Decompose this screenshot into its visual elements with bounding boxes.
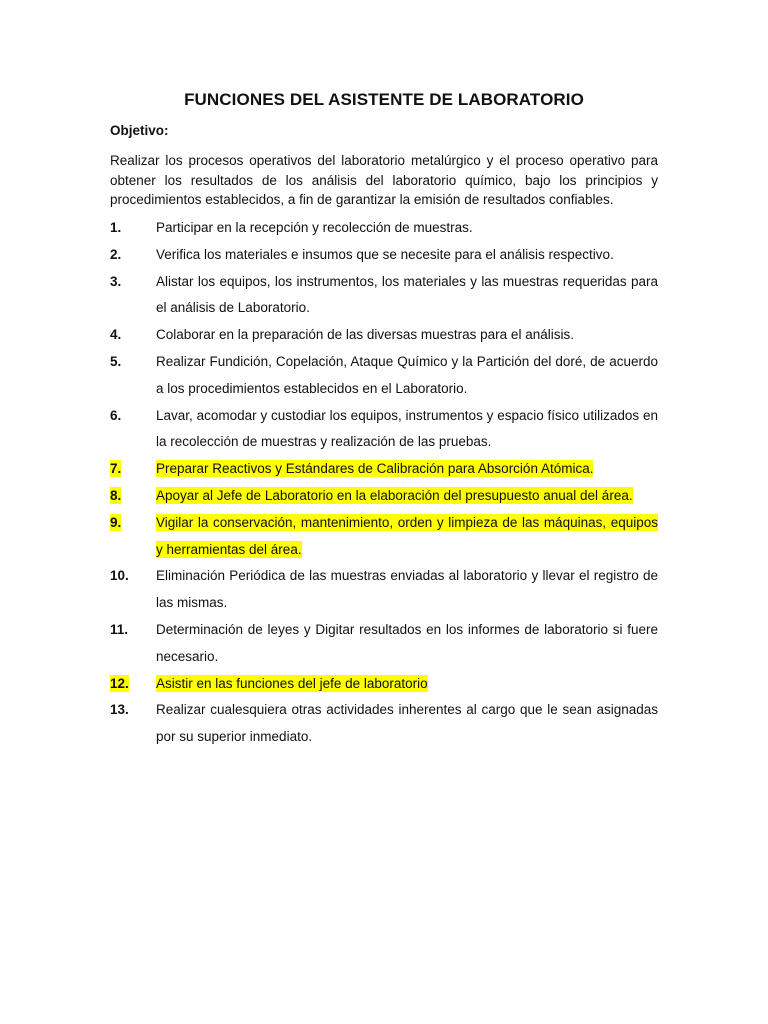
objective-label: Objetivo: bbox=[110, 123, 169, 138]
list-item-highlighted bbox=[110, 456, 658, 483]
list-item bbox=[110, 563, 658, 617]
list-item-text: Eliminación Periódica de las muestras enviadas al laboratorio y llevar el registro de las mismas. bbox=[156, 568, 658, 611]
list-item-text: Verifica los materiales e insumos que se necesite para el análisis respectivo. bbox=[156, 246, 614, 262]
list-item-number: 12. bbox=[110, 675, 129, 691]
list-item bbox=[110, 215, 658, 242]
list-item bbox=[110, 403, 658, 457]
functions-list bbox=[110, 215, 658, 751]
list-item-text: Realizar cualesquiera otras actividades inherentes al cargo que le sean asignadas por su superior inmediato. bbox=[156, 702, 658, 745]
list-item-text: Colaborar en la preparación de las diversas muestras para el análisis. bbox=[156, 327, 574, 343]
list-item bbox=[110, 617, 658, 671]
list-item-number: 1. bbox=[110, 220, 122, 235]
list-item-text: Participar en la recepción y recolección de muestras. bbox=[156, 220, 473, 235]
list-item-number: 3. bbox=[110, 273, 122, 289]
list-item-text: Preparar Reactivos y Estándares de Calibración para Absorción Atómica. bbox=[156, 461, 594, 477]
list-item-highlighted bbox=[110, 483, 658, 510]
list-item bbox=[110, 269, 658, 323]
list-item-text: Vigilar la conservación, mantenimiento, orden y limpieza de las máquinas, equipos y herramientas del área. bbox=[156, 514, 658, 557]
list-item-highlighted bbox=[110, 510, 658, 564]
list-item-number: 4. bbox=[110, 327, 122, 343]
list-item-text: Lavar, acomodar y custodiar los equipos, instrumentos y espacio físico utilizados en la recolección de muestras y realización de las pruebas. bbox=[156, 407, 658, 450]
list-item-number: 13. bbox=[110, 702, 129, 718]
list-item bbox=[110, 322, 658, 349]
objective-text: Realizar los procesos operativos del laboratorio metalúrgico y el proceso operativo para obtener los resultados de los análisis del laboratorio químico, bajo los principios y procedimientos establecidos, a fin de garantizar la emisión de resultados confiables. bbox=[110, 153, 658, 207]
list-item-number: 11. bbox=[110, 621, 129, 637]
list-item bbox=[110, 697, 658, 751]
list-item bbox=[110, 242, 658, 269]
list-item-highlighted bbox=[110, 671, 658, 698]
document-title: FUNCIONES DEL ASISTENTE DE LABORATORIO bbox=[184, 90, 584, 109]
list-item-number: 10. bbox=[110, 568, 129, 584]
list-item-text: Apoyar al Jefe de Laboratorio en la elaboración del presupuesto anual del área. bbox=[156, 487, 633, 503]
list-item-text: Determinación de leyes y Digitar resultados en los informes de laboratorio si fuere necesario. bbox=[156, 621, 658, 664]
list-item-number: 9. bbox=[110, 514, 122, 530]
list-item-number: 2. bbox=[110, 246, 122, 262]
list-item-text: Alistar los equipos, los instrumentos, los materiales y las muestras requeridas para el análisis de Laboratorio. bbox=[156, 273, 658, 316]
list-item bbox=[110, 349, 658, 403]
list-item-number: 6. bbox=[110, 407, 122, 423]
list-item-number: 8. bbox=[110, 487, 122, 503]
list-item-text: Asistir en las funciones del jefe de laboratorio bbox=[156, 675, 428, 691]
list-item-number: 7. bbox=[110, 461, 122, 477]
list-item-number: 5. bbox=[110, 353, 122, 369]
list-item-text: Realizar Fundición, Copelación, Ataque Químico y la Partición del doré, de acuerdo a los procedimientos establecidos en el Laboratorio. bbox=[156, 353, 658, 396]
